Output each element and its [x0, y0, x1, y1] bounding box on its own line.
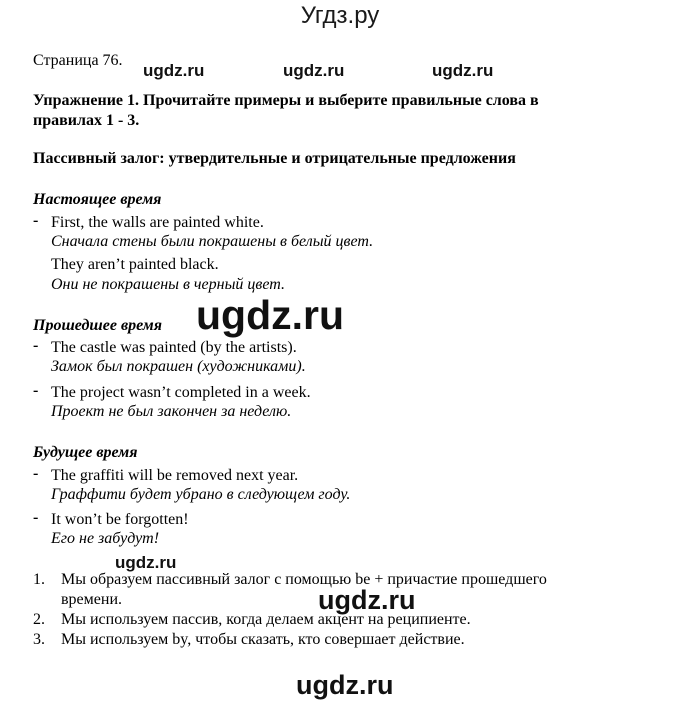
- watermark-medium: ugdz.ru: [318, 585, 416, 615]
- rule-2-text: Мы используем пассив, когда делаем акцент на реципиенте.: [61, 611, 471, 628]
- bullet-dash: -: [33, 337, 39, 354]
- present-example-1-ru: Сначала стены были покрашены в белый цвет.: [51, 233, 374, 250]
- present-heading: Настоящее время: [33, 191, 162, 208]
- rule-1-line1: Мы образуем пассивный залог с помощью be + причастие прошедшего: [61, 571, 547, 588]
- future-example-1-en: The graffiti will be removed next year.: [51, 467, 299, 484]
- bullet-dash: -: [33, 465, 39, 482]
- watermark: ugdz.ru: [283, 61, 345, 80]
- rule-number: 2.: [33, 611, 45, 628]
- site-title: Угдз.ру: [300, 2, 380, 29]
- watermark-medium: ugdz.ru: [296, 670, 394, 700]
- page-label: Страница 76.: [33, 52, 123, 69]
- watermark: ugdz.ru: [432, 61, 494, 80]
- watermark: ugdz.ru: [143, 61, 205, 80]
- bullet-dash: -: [33, 212, 39, 229]
- future-heading: Будущее время: [33, 444, 138, 461]
- rule-number: 3.: [33, 631, 45, 648]
- present-example-2-ru: Они не покрашены в черный цвет.: [51, 276, 286, 293]
- watermark-large: ugdz.ru: [196, 292, 345, 338]
- past-example-2-ru: Проект не был закончен за неделю.: [51, 403, 292, 420]
- future-example-2-en: It won’t be forgotten!: [51, 511, 189, 528]
- rule-3-text: Мы используем by, чтобы сказать, кто совершает действие.: [61, 631, 465, 648]
- past-heading: Прошедшее время: [33, 317, 162, 334]
- bullet-dash: -: [33, 382, 39, 399]
- exercise-heading-line2: правилах 1 - 3.: [33, 112, 140, 129]
- future-example-2-ru: Его не забудут!: [51, 530, 160, 547]
- past-example-1-en: The castle was painted (by the artists).: [51, 339, 297, 356]
- exercise-heading-line1: Упражнение 1. Прочитайте примеры и выберите правильные слова в: [33, 92, 539, 109]
- present-example-1-en: First, the walls are painted white.: [51, 214, 264, 231]
- present-example-2-en: They aren’t painted black.: [51, 256, 219, 273]
- rule-1-line2: времени.: [61, 591, 123, 608]
- past-example-1-ru: Замок был покрашен (художниками).: [51, 358, 306, 375]
- past-example-2-en: The project wasn’t completed in a week.: [51, 384, 311, 401]
- watermark: ugdz.ru: [115, 553, 177, 572]
- section-title: Пассивный залог: утвердительные и отрицательные предложения: [33, 150, 516, 167]
- bullet-dash: -: [33, 509, 39, 526]
- future-example-1-ru: Граффити будет убрано в следующем году.: [51, 486, 351, 503]
- rule-number: 1.: [33, 571, 45, 588]
